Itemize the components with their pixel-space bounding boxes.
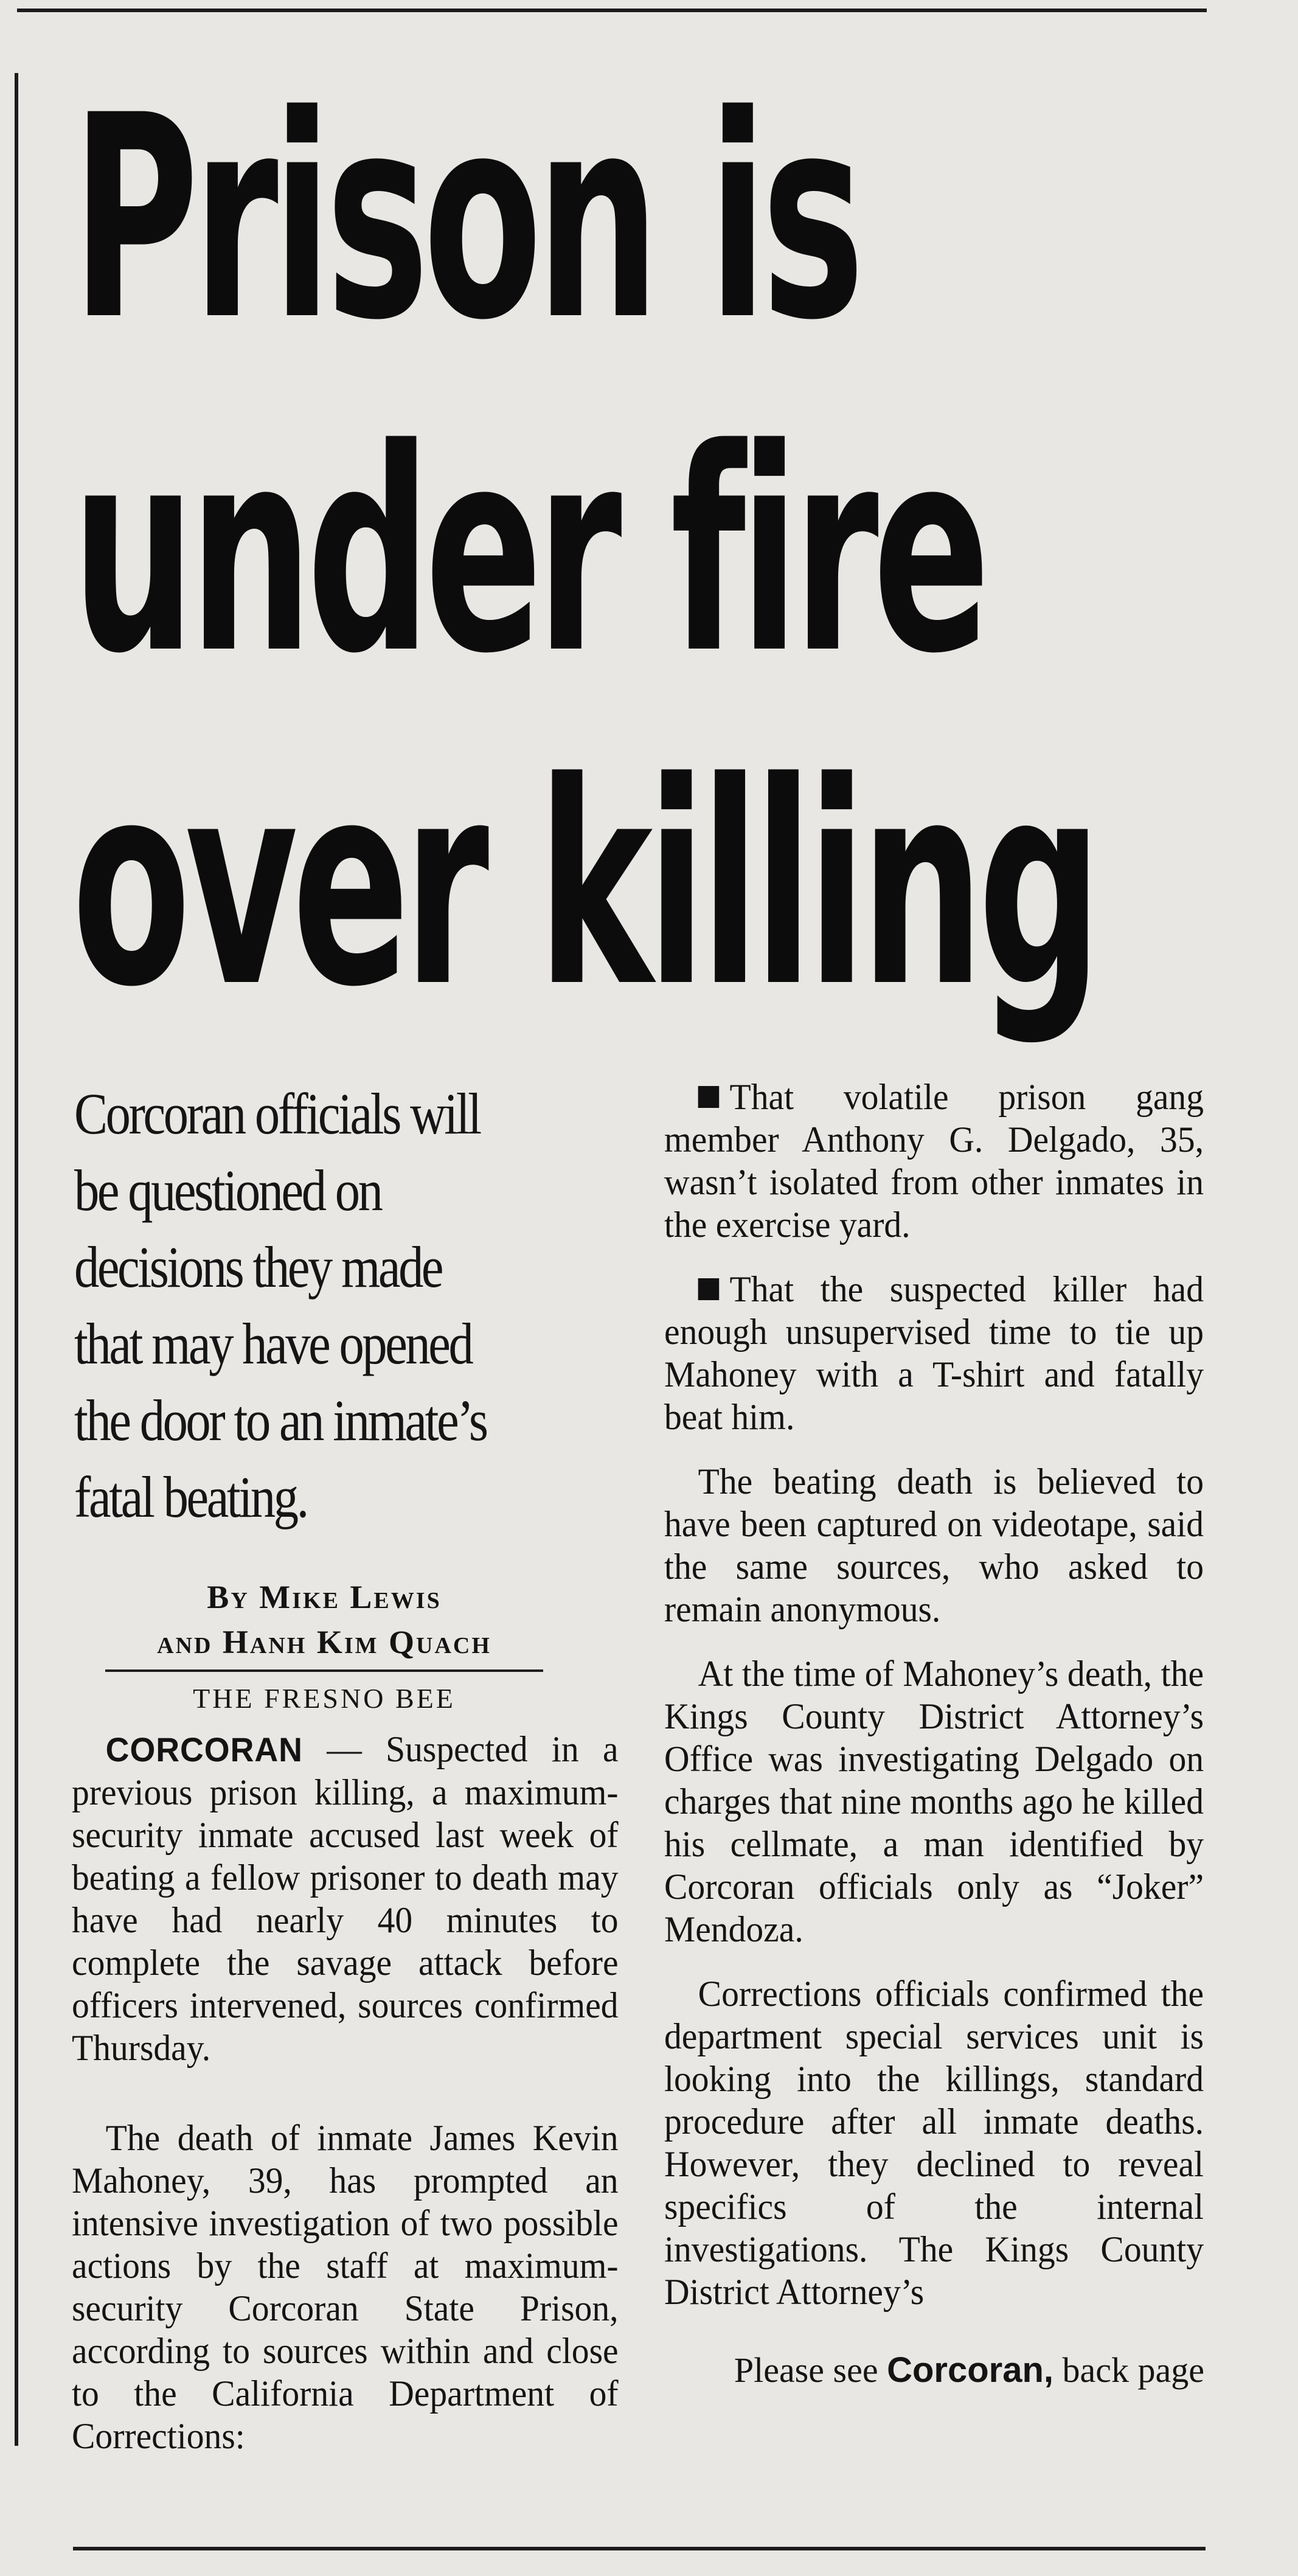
bullet-item-1-text: That volatile prison gang member Anthony G. Delgado, 35, wasn’t isolated from other inmates in the exercise yard. (664, 1077, 1204, 1245)
left-column-rule (15, 73, 18, 2446)
paragraph-1-text: — Suspected in a previous prison killing, a maximum-security inmate accused last week of beating a fellow prisoner to death may have had nearly 40 minutes to complete the savage attack before officers intervened, sources confirmed Thursday. (72, 1729, 619, 2068)
deck-line: be questioned on (74, 1158, 381, 1223)
paragraph-4: At the time of Mahoney’s death, the Kings County District Attorney’s Office was investigating Delgado on charges that nine months ago he killed his cellmate, a man identified by Corcoran officials only as “Joker” Mendoza. (664, 1654, 1204, 1949)
dateline: CORCORAN (105, 1730, 303, 1769)
deck (74, 1076, 603, 1536)
jump-line (664, 2350, 1204, 2390)
article-body-left (72, 1728, 619, 2457)
right-column (664, 1076, 1204, 2390)
headline-line-3: over killing (72, 723, 1097, 1048)
article-body-right-visible (664, 1076, 1204, 2313)
bullet-item-2 (664, 1268, 1204, 1438)
bullet-item-1 (664, 1076, 1204, 1246)
paragraph-5: Corrections officials confirmed the department special services unit is looking into the killings, standard procedure after all inmate deaths. However, they declined to reveal specifics of the internal investigations. The Kings County District Attorney’s (664, 1974, 1204, 2312)
deck-line: Corcoran officials will (74, 1081, 480, 1146)
paragraph-1 (72, 1728, 619, 2069)
square-bullet-icon (698, 1086, 720, 1108)
paragraph-2: The death of inmate James Kevin Mahoney, 39, has prompted an intensive investigation of two possible actions by the staff at maximum-security Corcoran State Prison, according to sources within and close to the California Department of Corrections: (72, 2118, 619, 2456)
byline-author-1: By Mike Lewis (207, 1579, 442, 1615)
deck-line: fatal beating. (74, 1464, 307, 1530)
left-column (72, 1076, 619, 2457)
headline (72, 52, 1097, 1053)
byline-rule (105, 1669, 543, 1672)
top-rule (17, 9, 1207, 12)
bottom-rule (73, 2547, 1206, 2550)
jump-suffix: back page (1053, 2350, 1204, 2390)
jump-keyword: Corcoran, (887, 2350, 1054, 2390)
square-bullet-icon (698, 1278, 720, 1300)
jump-prefix: Please see (734, 2350, 887, 2390)
byline-author-2: and Hanh Kim Quach (157, 1624, 491, 1660)
paragraph-3: The beating death is believed to have been captured on videotape, said the same sources, who asked to remain anonymous. (664, 1461, 1204, 1629)
bullet-item-2-text: That the suspected killer had enough unsupervised time to tie up Mahoney with a T-shirt and fatally beat him. (664, 1269, 1204, 1437)
byline (72, 1575, 577, 1717)
byline-publication: THE FRESNO BEE (193, 1683, 456, 1714)
headline-line-1: Prison is (72, 56, 859, 381)
deck-line: decisions they made (74, 1234, 442, 1300)
headline-line-2: under fire (72, 389, 985, 715)
deck-line: that may have opened (74, 1311, 472, 1376)
deck-line: the door to an inmate’s (74, 1388, 487, 1453)
